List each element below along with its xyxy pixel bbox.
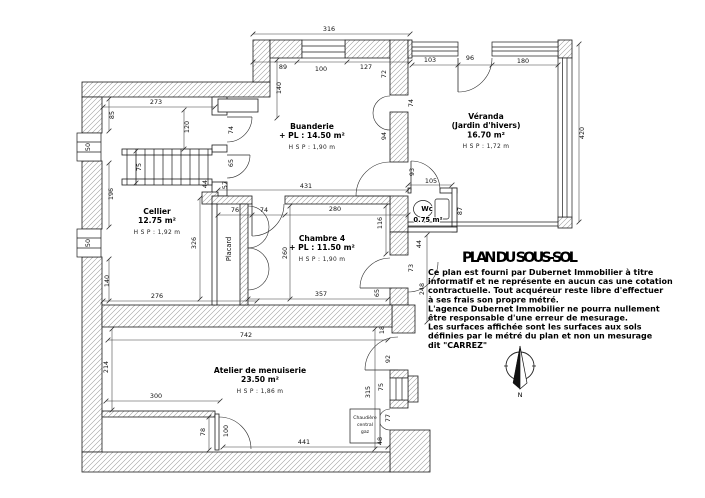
dimension-label: 214 — [102, 360, 110, 374]
dimension-label: 260 — [281, 246, 289, 260]
disclaimer-line: L'agence Dubernet Immobilier ne pourra nullement — [428, 304, 660, 314]
disclaimer-line: dit "CARREZ" — [428, 340, 488, 350]
dimension-label: 85 — [108, 110, 116, 120]
room-label: 12.75 m² — [138, 216, 176, 226]
dimension-label: 127 — [359, 63, 373, 71]
dimension-label: 316 — [322, 25, 336, 33]
disclaimer-line: être responsable d'une erreur de mesurage. — [428, 313, 628, 323]
wc-area-label: 0.75 m² — [413, 216, 443, 224]
dimension-label: 276 — [150, 292, 164, 300]
dimension-label: 100 — [222, 424, 230, 438]
room-label: Véranda — [468, 112, 504, 121]
room-hsp-label: H S P : 1,92 m — [133, 229, 181, 236]
wc-fixture — [413, 199, 449, 224]
dimension-label: 100 — [314, 65, 328, 73]
disclaimer-line: Les surfaces affichée sont les surfaces aux sols — [428, 322, 642, 332]
placard-label: Placard — [225, 236, 233, 262]
dimension-label: 50 — [84, 238, 92, 248]
dimension-label: 96 — [465, 54, 475, 62]
room-hsp-label: H S P : 1,90 m — [298, 256, 346, 263]
room-hsp-label: H S P : 1,86 m — [236, 388, 284, 395]
dimension-label: 120 — [183, 120, 191, 134]
compass — [504, 346, 536, 399]
room-label: + PL : 11.50 m² — [289, 243, 355, 253]
boiler-label-1: Chaudière — [353, 416, 377, 421]
room-label: Cellier — [143, 207, 171, 216]
dimension-label: 315 — [364, 385, 372, 399]
room-label: 16.70 m² — [467, 130, 505, 140]
dimension-label: 18 — [378, 325, 386, 335]
dimension-label: 89 — [278, 63, 288, 71]
room-label: 23.50 m² — [241, 375, 279, 385]
room-hsp-label: H S P : 1,90 m — [288, 144, 336, 151]
dimension-label: 94 — [380, 131, 388, 141]
boiler-label-3: gaz — [360, 430, 370, 435]
dimension-label: 92 — [384, 354, 392, 364]
disclaimer-line: contractuelle. Tout acquéreur reste libre d'effectuer — [428, 286, 664, 296]
dimension-label: 75 — [377, 382, 385, 392]
room-label: Chambre 4 — [298, 234, 346, 243]
disclaimer-text — [428, 268, 673, 350]
dimension-label: 72 — [380, 69, 388, 79]
dimension-label: 742 — [239, 331, 253, 339]
dimension-label: 300 — [149, 392, 163, 400]
room-label: Atelier de menuiserie — [213, 366, 307, 375]
dimension-label: 103 — [423, 56, 437, 64]
dimension-label: 76 — [230, 206, 240, 214]
plan-title: PLAN DU SOUS-SOL — [462, 250, 578, 266]
dimension-label: 180 — [516, 57, 530, 65]
dimension-label: 431 — [299, 182, 313, 190]
dimension-label: 116 — [376, 216, 384, 230]
dimension-label: 57 — [221, 180, 229, 190]
disclaimer-line: à ses frais son propre métré. — [428, 295, 559, 305]
dimension-label: 326 — [190, 236, 198, 250]
dimension-label: 248 — [418, 282, 426, 296]
dimension-label: 273 — [149, 98, 163, 106]
dimension-label: 196 — [107, 187, 115, 201]
dimension-label: 78 — [199, 427, 207, 437]
dimension-label: 65 — [227, 158, 235, 168]
dimension-label: 357 — [314, 290, 328, 298]
disclaimer-line: Ce plan est fourni par Dubernet Immobilier à titre — [428, 268, 654, 277]
dimension-label: 87 — [456, 206, 464, 216]
dimension-label: 140 — [275, 81, 283, 95]
wc-label: Wc — [421, 205, 433, 213]
dimension-label: 140 — [103, 274, 111, 288]
dimension-label: 44 — [415, 239, 423, 249]
dimension-label: 75 — [135, 162, 143, 172]
room-label: Buanderie — [290, 122, 334, 131]
disclaimer-line: définies par le métré du plan et non un mesurage — [428, 331, 653, 341]
room-label: (Jardin d'hivers) — [451, 121, 521, 131]
dimension-label: 50 — [84, 142, 92, 152]
dimension-label: 65 — [373, 288, 381, 298]
room-label: + PL : 14.50 m² — [279, 131, 345, 141]
boiler-label-2: central — [356, 423, 374, 428]
dimension-label: 280 — [328, 205, 342, 213]
compass-north-label: N — [517, 391, 523, 399]
dimension-label: 77 — [384, 413, 392, 423]
disclaimer-line: informatif et ne représente en aucun cas une cotation — [428, 277, 673, 287]
dimension-label: 73 — [407, 263, 415, 273]
room-hsp-label: H S P : 1,72 m — [462, 144, 510, 151]
dimension-label: 93 — [408, 167, 416, 177]
dimension-label: 44 — [201, 179, 209, 189]
dimension-label: 74 — [227, 125, 235, 135]
dimension-label: 441 — [297, 438, 311, 446]
dimension-label: 48 — [376, 436, 384, 446]
dimension-label: 420 — [578, 126, 586, 140]
dimension-label: 105 — [424, 177, 438, 185]
dimension-label: 74 — [259, 206, 269, 214]
dimension-label: 74 — [407, 98, 415, 108]
